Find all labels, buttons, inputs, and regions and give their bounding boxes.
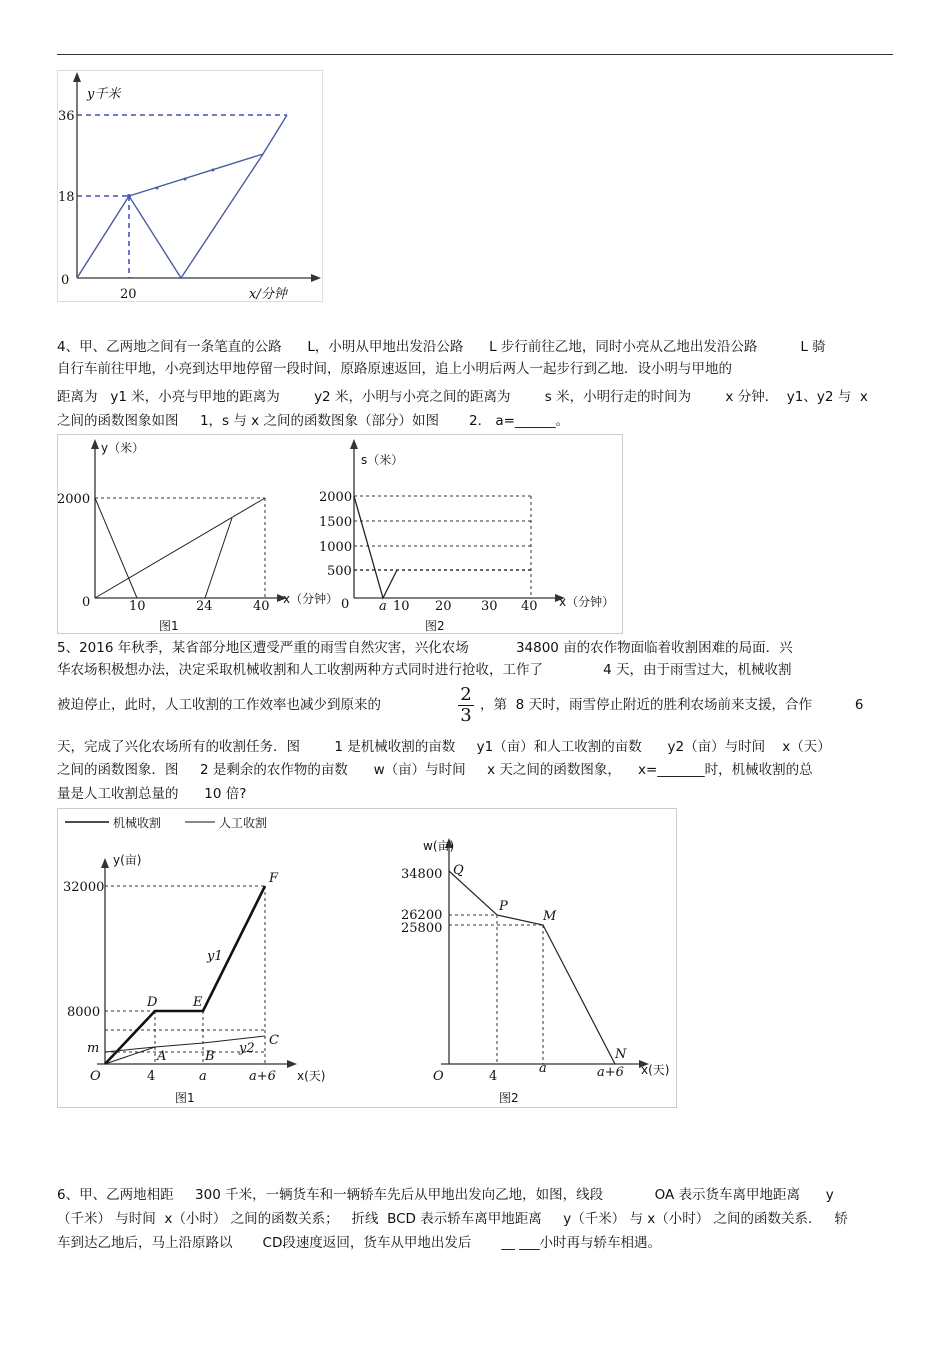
p5f2-x-tick-a6: a+6 xyxy=(597,1065,624,1080)
point-E: E xyxy=(193,995,203,1010)
p4f2-x-tick-20: 20 xyxy=(435,599,452,614)
p4f2-y-tick-2000: 2000 xyxy=(319,490,353,505)
p4f2-x-tick-a: a xyxy=(379,599,387,614)
p4f1-x-label: x（分钟） xyxy=(283,592,339,606)
p5f1-y-label: y(亩) xyxy=(113,853,142,867)
point-Q: Q xyxy=(453,863,464,878)
fraction-denominator: 3 xyxy=(460,705,472,726)
point-A: A xyxy=(157,1049,167,1064)
p4f1-x-tick-10: 10 xyxy=(129,599,146,614)
point-M: M xyxy=(543,909,557,924)
p4f1-x-tick-40: 40 xyxy=(253,599,270,614)
point-C: C xyxy=(269,1033,279,1048)
p5f2-origin: O xyxy=(433,1069,444,1084)
fraction-numerator: 2 xyxy=(460,684,472,705)
problem6-line1: 6、甲、乙两地相距 300 千米，一辆货车和一辆轿车先后从甲地出发向乙地，如图，线段 OA 表示货车离甲地距离 y xyxy=(57,1187,834,1203)
legend-mech: 机械收割 xyxy=(113,816,162,830)
p5f1-x-label: x(天) xyxy=(297,1069,326,1083)
p5f2-y-tick-25800: 25800 xyxy=(401,921,443,936)
p4f2-x-tick-30: 30 xyxy=(481,599,498,614)
point-B: B xyxy=(205,1049,215,1064)
problem4-figures xyxy=(57,434,623,634)
problem4-line3: 距离为 y1 米，小亮与甲地的距离为 y2 米，小明与小亮之间的距离为 s 米，小明行走的时间为 x 分钟． y1、y2 与 x xyxy=(57,389,868,405)
problem5-line1: 5、2016 年秋季，某省部分地区遭受严重的雨雪自然灾害，兴化农场 34800 亩的农作物面临着收割困难的局面．兴 xyxy=(57,640,793,656)
p4f2-y-tick-500: 500 xyxy=(327,564,352,579)
problem4-graphs xyxy=(57,434,623,634)
p4f1-y-tick-0: 0 xyxy=(82,595,91,610)
point-F: F xyxy=(269,871,279,886)
figure-distance-time xyxy=(57,70,323,302)
p4f1-caption: 图1 xyxy=(159,619,179,633)
problem5-graphs xyxy=(57,808,677,1108)
p4f2-x-label: x（分钟） xyxy=(559,595,615,609)
x-axis-label: x/分钟 xyxy=(249,287,287,302)
p5f1-caption: 图1 xyxy=(175,1091,195,1105)
problem5-figures xyxy=(57,808,677,1108)
point-N: N xyxy=(615,1047,627,1062)
fraction-two-thirds xyxy=(456,686,476,725)
problem5-line3a: 被迫停止，此时，人工收割的工作效率也减少到原来的 xyxy=(57,697,381,713)
problem5-line6: 量是人工收割总量的 10 倍? xyxy=(57,786,247,802)
p4f2-x-tick-10: 10 xyxy=(393,599,410,614)
p4f2-y-label: s（米） xyxy=(361,453,404,467)
p5f1-origin: O xyxy=(90,1069,101,1084)
p5f2-x-label: x(天) xyxy=(641,1063,670,1077)
p5f2-x-tick-4: 4 xyxy=(489,1069,498,1084)
p5f2-caption: 图2 xyxy=(499,1091,519,1105)
problem4-line4: 之间的函数图象如图 1，s 与 x 之间的函数图象（部分）如图 2． a=______。 xyxy=(57,413,569,429)
p5f2-y-tick-26200: 26200 xyxy=(401,908,443,923)
problem6-line2: （千米） 与时间 x（小时） 之间的函数关系； 折线 BCD 表示轿车离甲地距离 y（千米） 与 x（小时） 之间的函数关系． 轿 xyxy=(57,1211,848,1227)
problem4-line2: 自行车前往甲地，小亮到达甲地停留一段时间，原路原速返回，追上小明后两人一起步行到乙地．设小明与甲地的 xyxy=(57,361,732,377)
p5f1-y-tick-m: m xyxy=(87,1041,100,1056)
problem5-line5: 之间的函数图象．图 2 是剩余的农作物的亩数 w（亩）与时间 x 天之间的函数图象， x=_______时，机械收割的总 xyxy=(57,762,813,778)
p4f1-x-tick-24: 24 xyxy=(196,599,213,614)
y-tick-36: 36 xyxy=(58,109,75,124)
p5f2-y-label: w(亩) xyxy=(423,839,455,853)
p4f1-y-label: y（米） xyxy=(101,441,145,455)
problem5-line4: 天，完成了兴化农场所有的收割任务．图 1 是机械收割的亩数 y1（亩）和人工收割的亩数 y2（亩）与时间 x（天） xyxy=(57,739,831,755)
point-D: D xyxy=(147,995,158,1010)
p4f2-y-tick-1000: 1000 xyxy=(319,540,353,555)
y-tick-0: 0 xyxy=(61,273,70,288)
p5f1-x-tick-a6: a+6 xyxy=(249,1069,276,1084)
curve-y1: y1 xyxy=(207,949,223,964)
header-rule xyxy=(57,54,893,55)
p4f2-x-tick-40: 40 xyxy=(521,599,538,614)
p4f1-y-tick-2000: 2000 xyxy=(57,492,91,507)
p5f1-y-tick-32000: 32000 xyxy=(63,880,105,895)
y-axis-label: y千米 xyxy=(87,87,121,102)
problem4-line1: 4、甲、乙两地之间有一条笔直的公路 L，小明从甲地出发沿公路 L 步行前往乙地，同时小亮从乙地出发沿公路 L 骑 xyxy=(57,339,826,355)
y-tick-18: 18 xyxy=(58,190,75,205)
curve-y2: y2 xyxy=(239,1041,255,1056)
p4f2-x-tick-0: 0 xyxy=(341,597,350,612)
p4f2-y-tick-1500: 1500 xyxy=(319,515,353,530)
p4f2-caption: 图2 xyxy=(425,619,445,633)
p5f2-x-tick-a: a xyxy=(539,1061,547,1076)
p5f2-y-tick-34800: 34800 xyxy=(401,867,443,882)
p5f1-y-tick-8000: 8000 xyxy=(67,1005,101,1020)
problem6-line3: 车到达乙地后，马上沿原路以 CD段速度返回，货车从甲地出发后 __ ___小时再与轿车相遇。 xyxy=(57,1235,661,1251)
legend-manual: 人工收割 xyxy=(219,816,268,830)
problem5-line2: 华农场积极想办法，决定采取机械收割和人工收割两种方式同时进行抢收，工作了 4 天，由于雨雪过大，机械收割 xyxy=(57,662,792,678)
p5f1-x-tick-a: a xyxy=(199,1069,207,1084)
distance-time-graph xyxy=(57,70,323,302)
point-P: P xyxy=(499,899,508,914)
problem5-line3b: ，第 8 天时，雨雪停止附近的胜利农场前来支援，合作 6 xyxy=(480,697,864,713)
p5f1-x-tick-4: 4 xyxy=(147,1069,156,1084)
x-tick-20: 20 xyxy=(120,287,137,302)
